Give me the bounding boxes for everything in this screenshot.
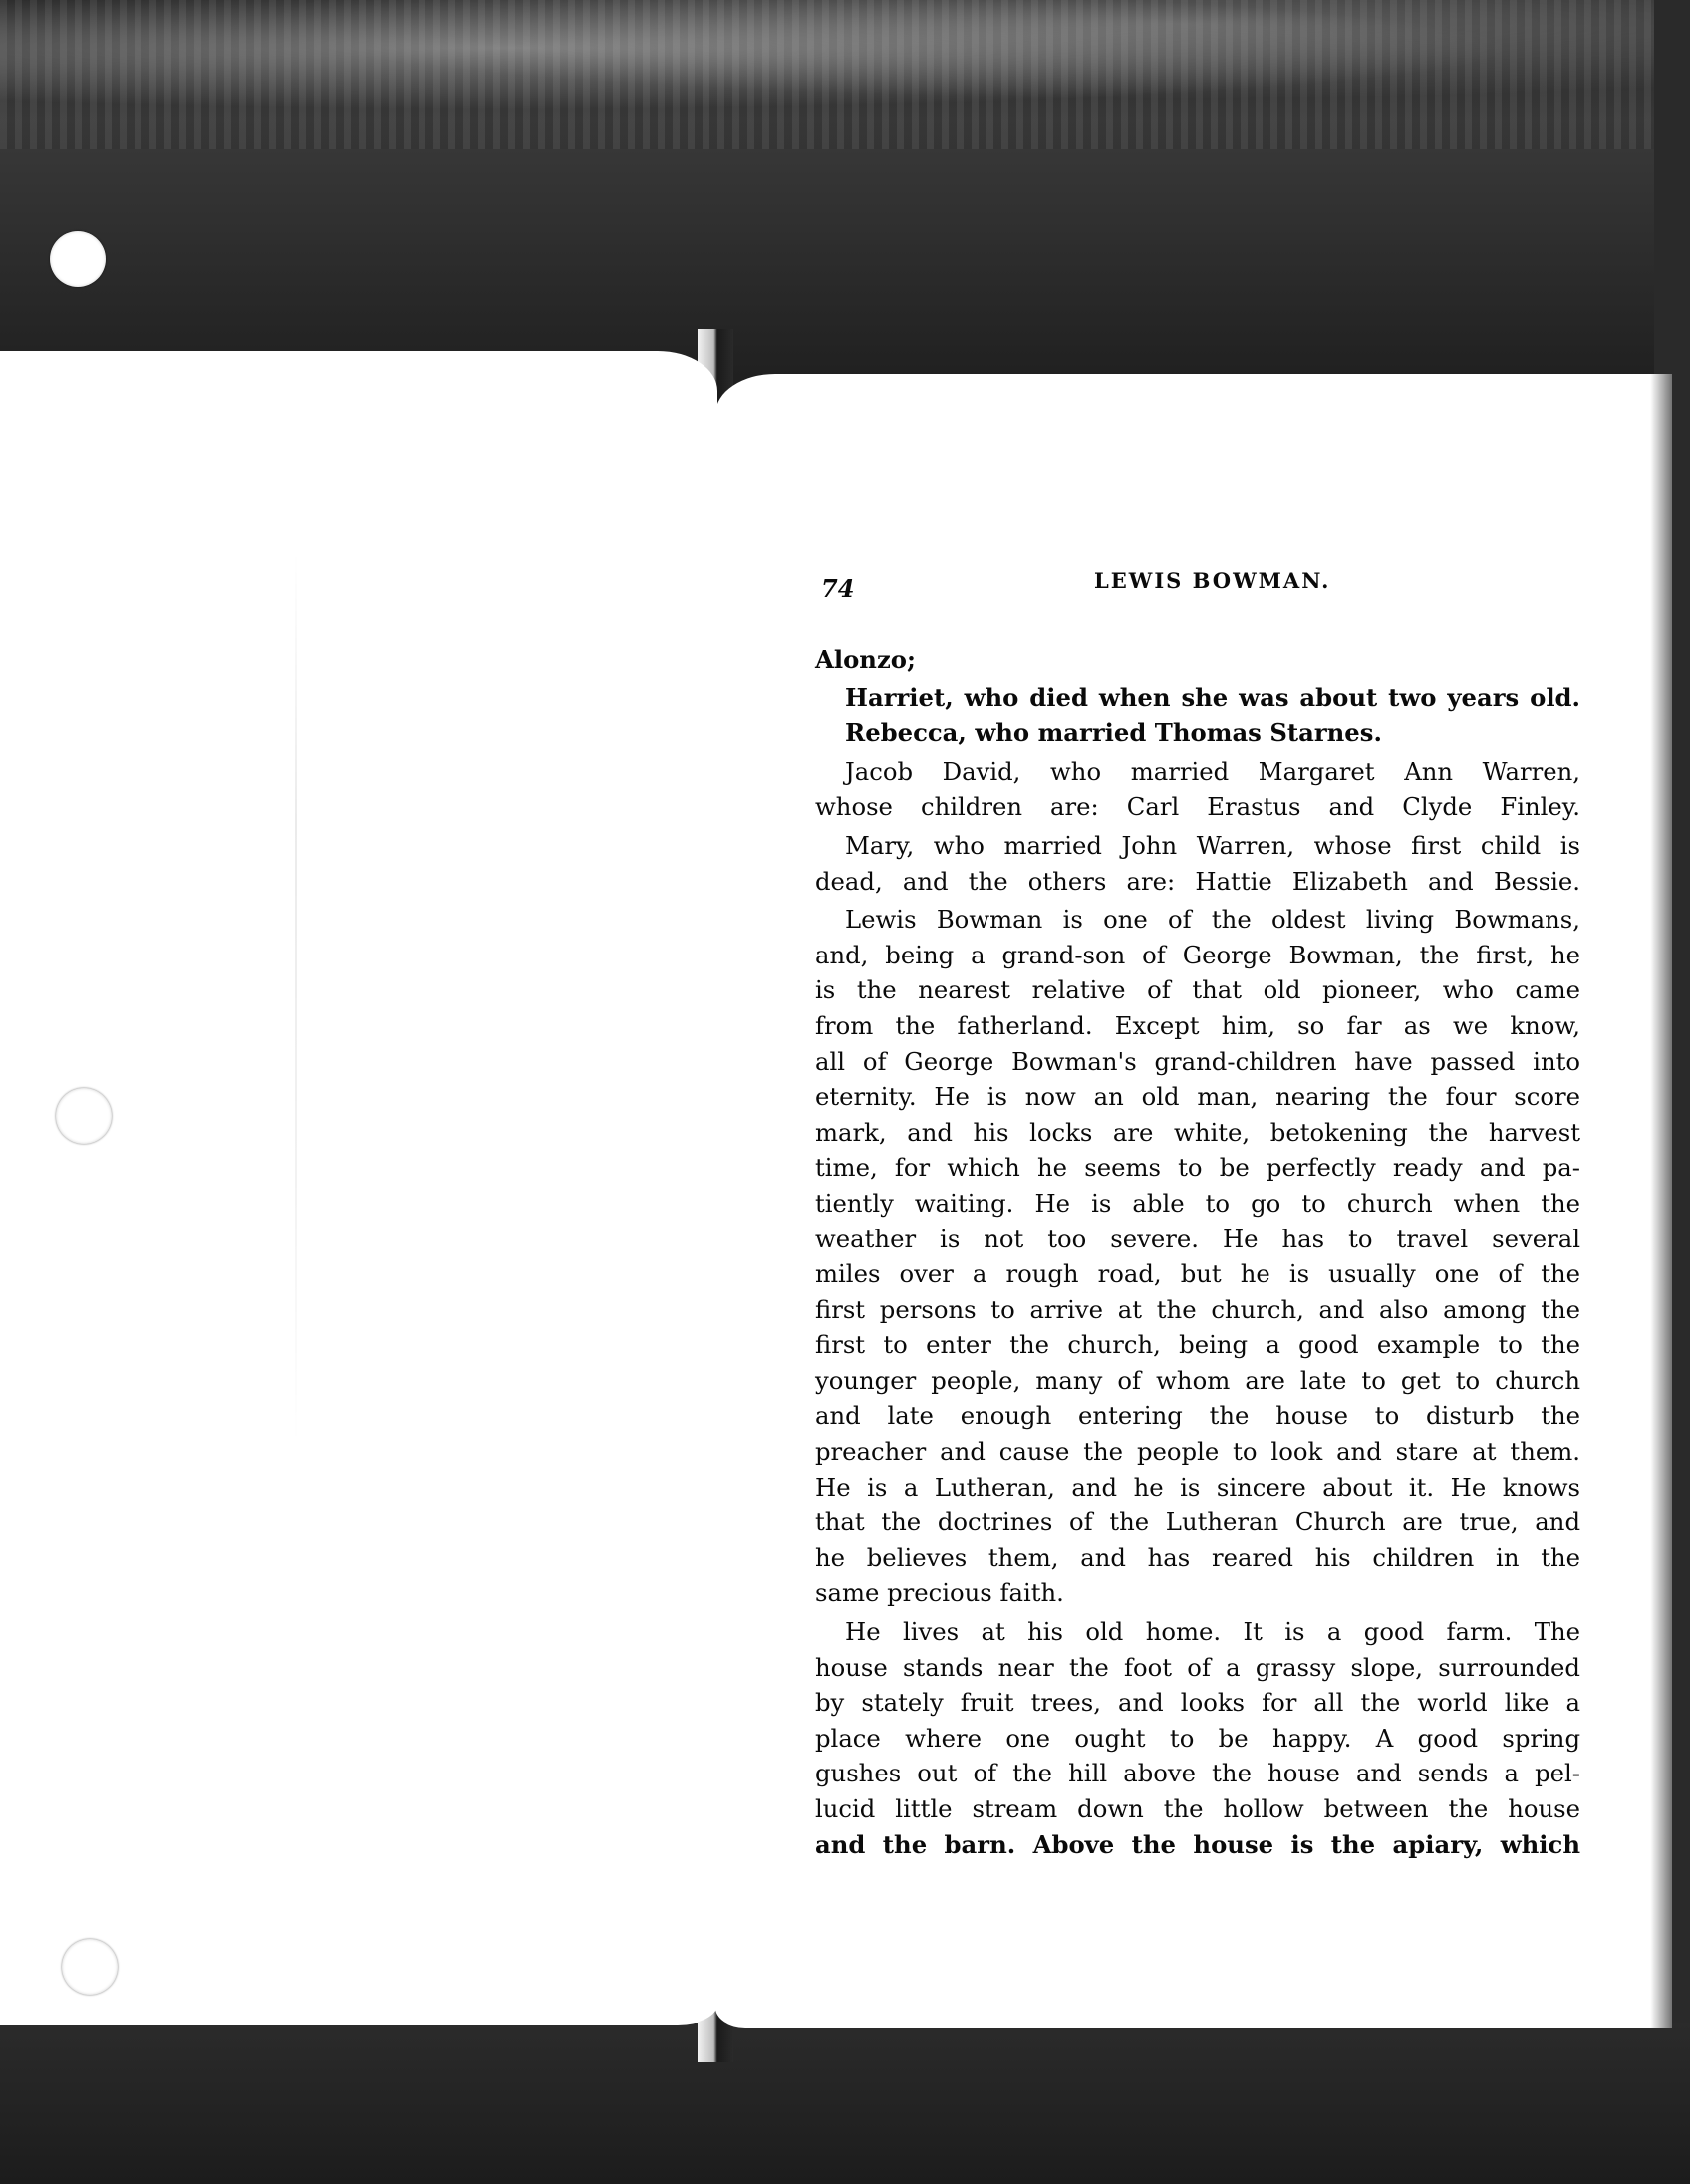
text-line: same precious faith. <box>815 1578 1064 1608</box>
text-line: and, being a grand-son of George Bowman, the first, he <box>815 940 1580 969</box>
text-line: Harriet, who died when she was about two years old. <box>845 682 1580 712</box>
text-line: preacher and cause the people to look and stare at them. <box>815 1437 1580 1467</box>
binder-hole-middle <box>56 1088 112 1144</box>
text-line: Mary, who married John Warren, whose first child is <box>845 830 1580 860</box>
text-line: all of George Bowman's grand-children have passed into <box>815 1046 1580 1076</box>
text-line: Alonzo; <box>815 645 916 674</box>
text-line: Rebecca, who married Thomas Starnes. <box>845 718 1382 748</box>
text-line: weather is not too severe. He has to travel several <box>815 1224 1580 1253</box>
photocopy-dark-top <box>0 0 1690 399</box>
text-line: he believes them, and has reared his children in the <box>815 1542 1580 1572</box>
body-text <box>815 642 1580 1862</box>
running-head <box>815 568 1580 612</box>
text-line: He lives at his old home. It is a good farm. The <box>845 1617 1580 1647</box>
text-line: miles over a rough road, but he is usually one of the <box>815 1259 1580 1289</box>
text-line: He is a Lutheran, and he is sincere about it. He knows <box>815 1472 1580 1502</box>
left-blank-page <box>0 351 717 2025</box>
text-line: Jacob David, who married Margaret Ann Warren, <box>845 756 1580 786</box>
text-line: by stately fruit trees, and looks for all the world like a <box>815 1688 1580 1718</box>
text-line: whose children are: Carl Erastus and Clyde Finley. <box>815 792 1580 822</box>
text-line: is the nearest relative of that old pioneer, who came <box>815 975 1580 1005</box>
text-line: mark, and his locks are white, betokening the harvest <box>815 1117 1580 1147</box>
text-line: first to enter the church, being a good example to the <box>815 1330 1580 1360</box>
text-line: eternity. He is now an old man, nearing the four score <box>815 1082 1580 1112</box>
text-line: Lewis Bowman is one of the oldest living Bowmans, <box>845 905 1580 935</box>
text-line: that the doctrines of the Lutheran Church are true, and <box>815 1507 1580 1537</box>
text-line: place where one ought to be happy. A good spring <box>815 1723 1580 1753</box>
text-line: younger people, many of whom are late to get to church <box>815 1365 1580 1395</box>
text-line: lucid little stream down the hollow between the house <box>815 1794 1580 1823</box>
text-line: and late enough entering the house to disturb the <box>815 1401 1580 1431</box>
binder-hole-top <box>50 231 106 287</box>
text-line: time, for which he seems to be perfectly ready and pa- <box>815 1153 1580 1183</box>
text-line: tiently waiting. He is able to go to church when the <box>815 1188 1580 1218</box>
photocopy-dark-bottom <box>0 2023 1690 2184</box>
text-line: dead, and the others are: Hattie Elizabeth and Bessie. <box>815 866 1580 896</box>
text-line: and the barn. Above the house is the apiary, which <box>815 1829 1580 1859</box>
text-line: house stands near the foot of a grassy slope, surrounded <box>815 1652 1580 1682</box>
text-line: from the fatherland. Except him, so far as we know, <box>815 1010 1580 1040</box>
page-number: 74 <box>821 574 855 603</box>
running-head-title: LEWIS BOWMAN. <box>1094 568 1331 593</box>
page-text-block <box>815 568 1580 1862</box>
text-line: gushes out of the hill above the house and sends a pel- <box>815 1759 1580 1788</box>
binder-hole-bottom <box>62 1939 118 1995</box>
page-crease <box>295 550 297 1447</box>
text-line: first persons to arrive at the church, and also among the <box>815 1294 1580 1324</box>
